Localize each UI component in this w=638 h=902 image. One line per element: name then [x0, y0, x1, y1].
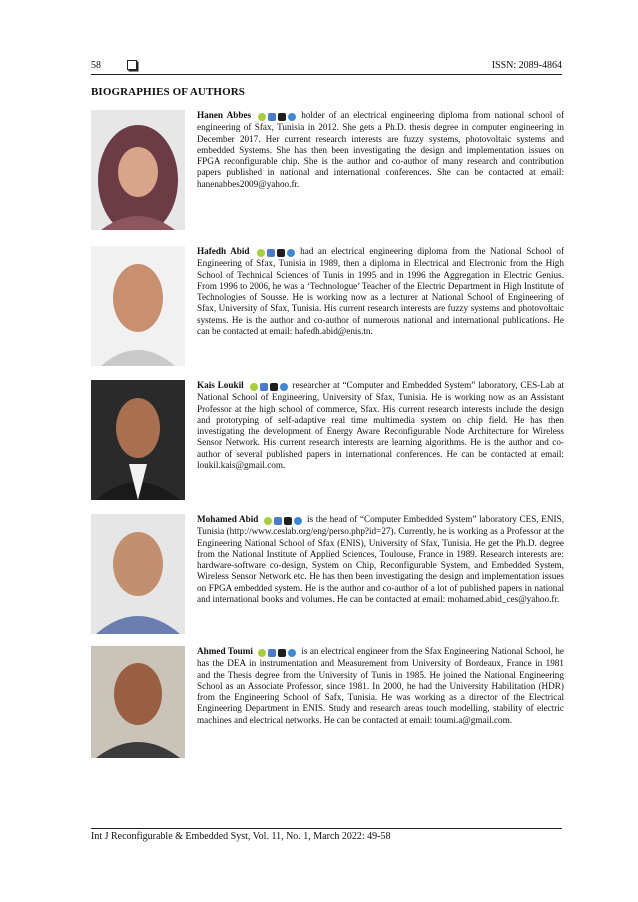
- scholar-icon[interactable]: [267, 249, 275, 257]
- bio-text: researcher at “Computer and Embedded System” laboratory, CES-Lab at National School of Engineering, University of Sfax, Tunisia. He is working now as an Assistant Professor at the high school of commerce, Sfax. His current research interests include the design and prototyping of self-adaptive real time multimedia system on chip field. He has then investigating the development of Energy Aware Reconfigurable Node Architecture for Wireless Sensor Network. His current research interests are learning algorithms. He is the author and co-author of several published papers in international conferences. He can be contacted at email: loukil.kais@gmail.com.: [197, 380, 564, 471]
- square-icon: [127, 60, 137, 70]
- scopus-icon[interactable]: [278, 113, 286, 121]
- publons-icon[interactable]: [287, 249, 295, 257]
- bio-text: is an electrical engineer from the Sfax Engineering National School, he has the DEA in instrumentation and Measurement from University of Bordeaux, France in 1981 and the Thesis degree from the University of Tunis in 1985. He joined the National Engineering School as an Associate Professor, since 1981. In 2000, he had the University Habilitation (HDR) from the Engineering School of Safx, Tunisia. He was working as a director of the Electrical Engineering Department in ENIS. Study and research areas touch modelling, stability of electric machines and electrical networks. He can be contacted at email: toumi.a@gmail.com.: [197, 646, 565, 725]
- orcid-icon[interactable]: [258, 649, 266, 657]
- scopus-icon[interactable]: [277, 249, 285, 257]
- author-photo: [91, 646, 185, 758]
- orcid-icon[interactable]: [250, 383, 258, 391]
- author-photo: [91, 514, 185, 634]
- profile-icons: [250, 381, 290, 392]
- page-number: 58: [91, 60, 101, 71]
- orcid-icon[interactable]: [258, 113, 266, 121]
- author-photo: [91, 380, 185, 500]
- bio-text: holder of an electrical engineering diploma from national school of engineering of Sfax, Tunisia in 2012. She gets a Ph.D. thesis degree in computer engineering in December 2017. Her current research interests are fuzzy systems, photovoltaic systems and embedded Systems. She has then been investigating the design and implementation issues on FPGA reconfigurable chip. She is the author and co-author of many research and contribution papers published in national and international conferences. She can be contacted at email: hanenabbes2009@yahoo.fr.: [197, 110, 564, 189]
- footer-citation: Int J Reconfigurable & Embedded Syst, Vol. 11, No. 1, March 2022: 49-58: [91, 831, 391, 842]
- scholar-icon[interactable]: [268, 649, 276, 657]
- footer-rule: [91, 828, 562, 829]
- author-photo: [91, 246, 185, 366]
- scholar-icon[interactable]: [274, 517, 282, 525]
- profile-icons: [258, 111, 298, 122]
- publons-icon[interactable]: [294, 517, 302, 525]
- author-name: Ahmed Toumi: [197, 646, 253, 656]
- author-name: Kais Loukil: [197, 380, 244, 390]
- publons-icon[interactable]: [288, 113, 296, 121]
- scholar-icon[interactable]: [260, 383, 268, 391]
- author-name: Hafedh Abid: [197, 246, 250, 256]
- author-name: Mohamed Abid: [197, 514, 259, 524]
- publons-icon[interactable]: [288, 649, 296, 657]
- header-rule: [91, 74, 562, 75]
- section-title: BIOGRAPHIES OF AUTHORS: [91, 86, 245, 98]
- author-photo: [91, 110, 185, 230]
- orcid-icon[interactable]: [257, 249, 265, 257]
- scopus-icon[interactable]: [284, 517, 292, 525]
- scopus-icon[interactable]: [278, 649, 286, 657]
- orcid-icon[interactable]: [264, 517, 272, 525]
- author-name: Hanen Abbes: [197, 110, 252, 120]
- publons-icon[interactable]: [280, 383, 288, 391]
- bio-text: is the head of “Computer Embedded System” laboratory CES, ENIS, Tunisia (http://www.ceslab.org/eng/perso.php?id=27). Currently, he is working as a Professor at the Engineering National School of Sfax (ENIS), University of Sfax, Tunisia. He get the Ph.D. degree from the National Institute of Applied Sciences, Toulouse, France in 1989. Research interests are: hardware-software co-design, System on Chip, Reconfigurable System, and Embedded System, Wireless Sensor Network etc. He has then been investigating the design and implementation issues on FPGA embedded system. He is the author and co-author of a lot of published papers in national and international books and volumes. He can be contacted at email: mohamed.abid_ces@yahoo.fr.: [197, 514, 565, 605]
- profile-icons: [258, 647, 298, 658]
- bio-text: had an electrical engineering diploma from the National School of Engineering of Sfax, Tunisia in 1989, then a diploma in Electrical and Electronic from the High School of Technical Sciences of Tunis in 1995 and in 1996 the Aggregation in Electric Genius. From 1996 to 2006, he was a ‘Technologue’ Teacher of the Electric Department in High Institute of Technologies of Sousse. He is working now as a lecturer at National School of Engineering of Sfax, University of Sfax, Tunisia. His current research interests are fuzzy systems and photovoltaic systems. He is the author and co-author of numerous national and international publications. He can be contacted at email: hafedh.abid@enis.tn.: [197, 246, 565, 337]
- profile-icons: [257, 247, 297, 258]
- scholar-icon[interactable]: [268, 113, 276, 121]
- issn: ISSN: 2089-4864: [491, 60, 562, 71]
- scopus-icon[interactable]: [270, 383, 278, 391]
- profile-icons: [264, 515, 304, 526]
